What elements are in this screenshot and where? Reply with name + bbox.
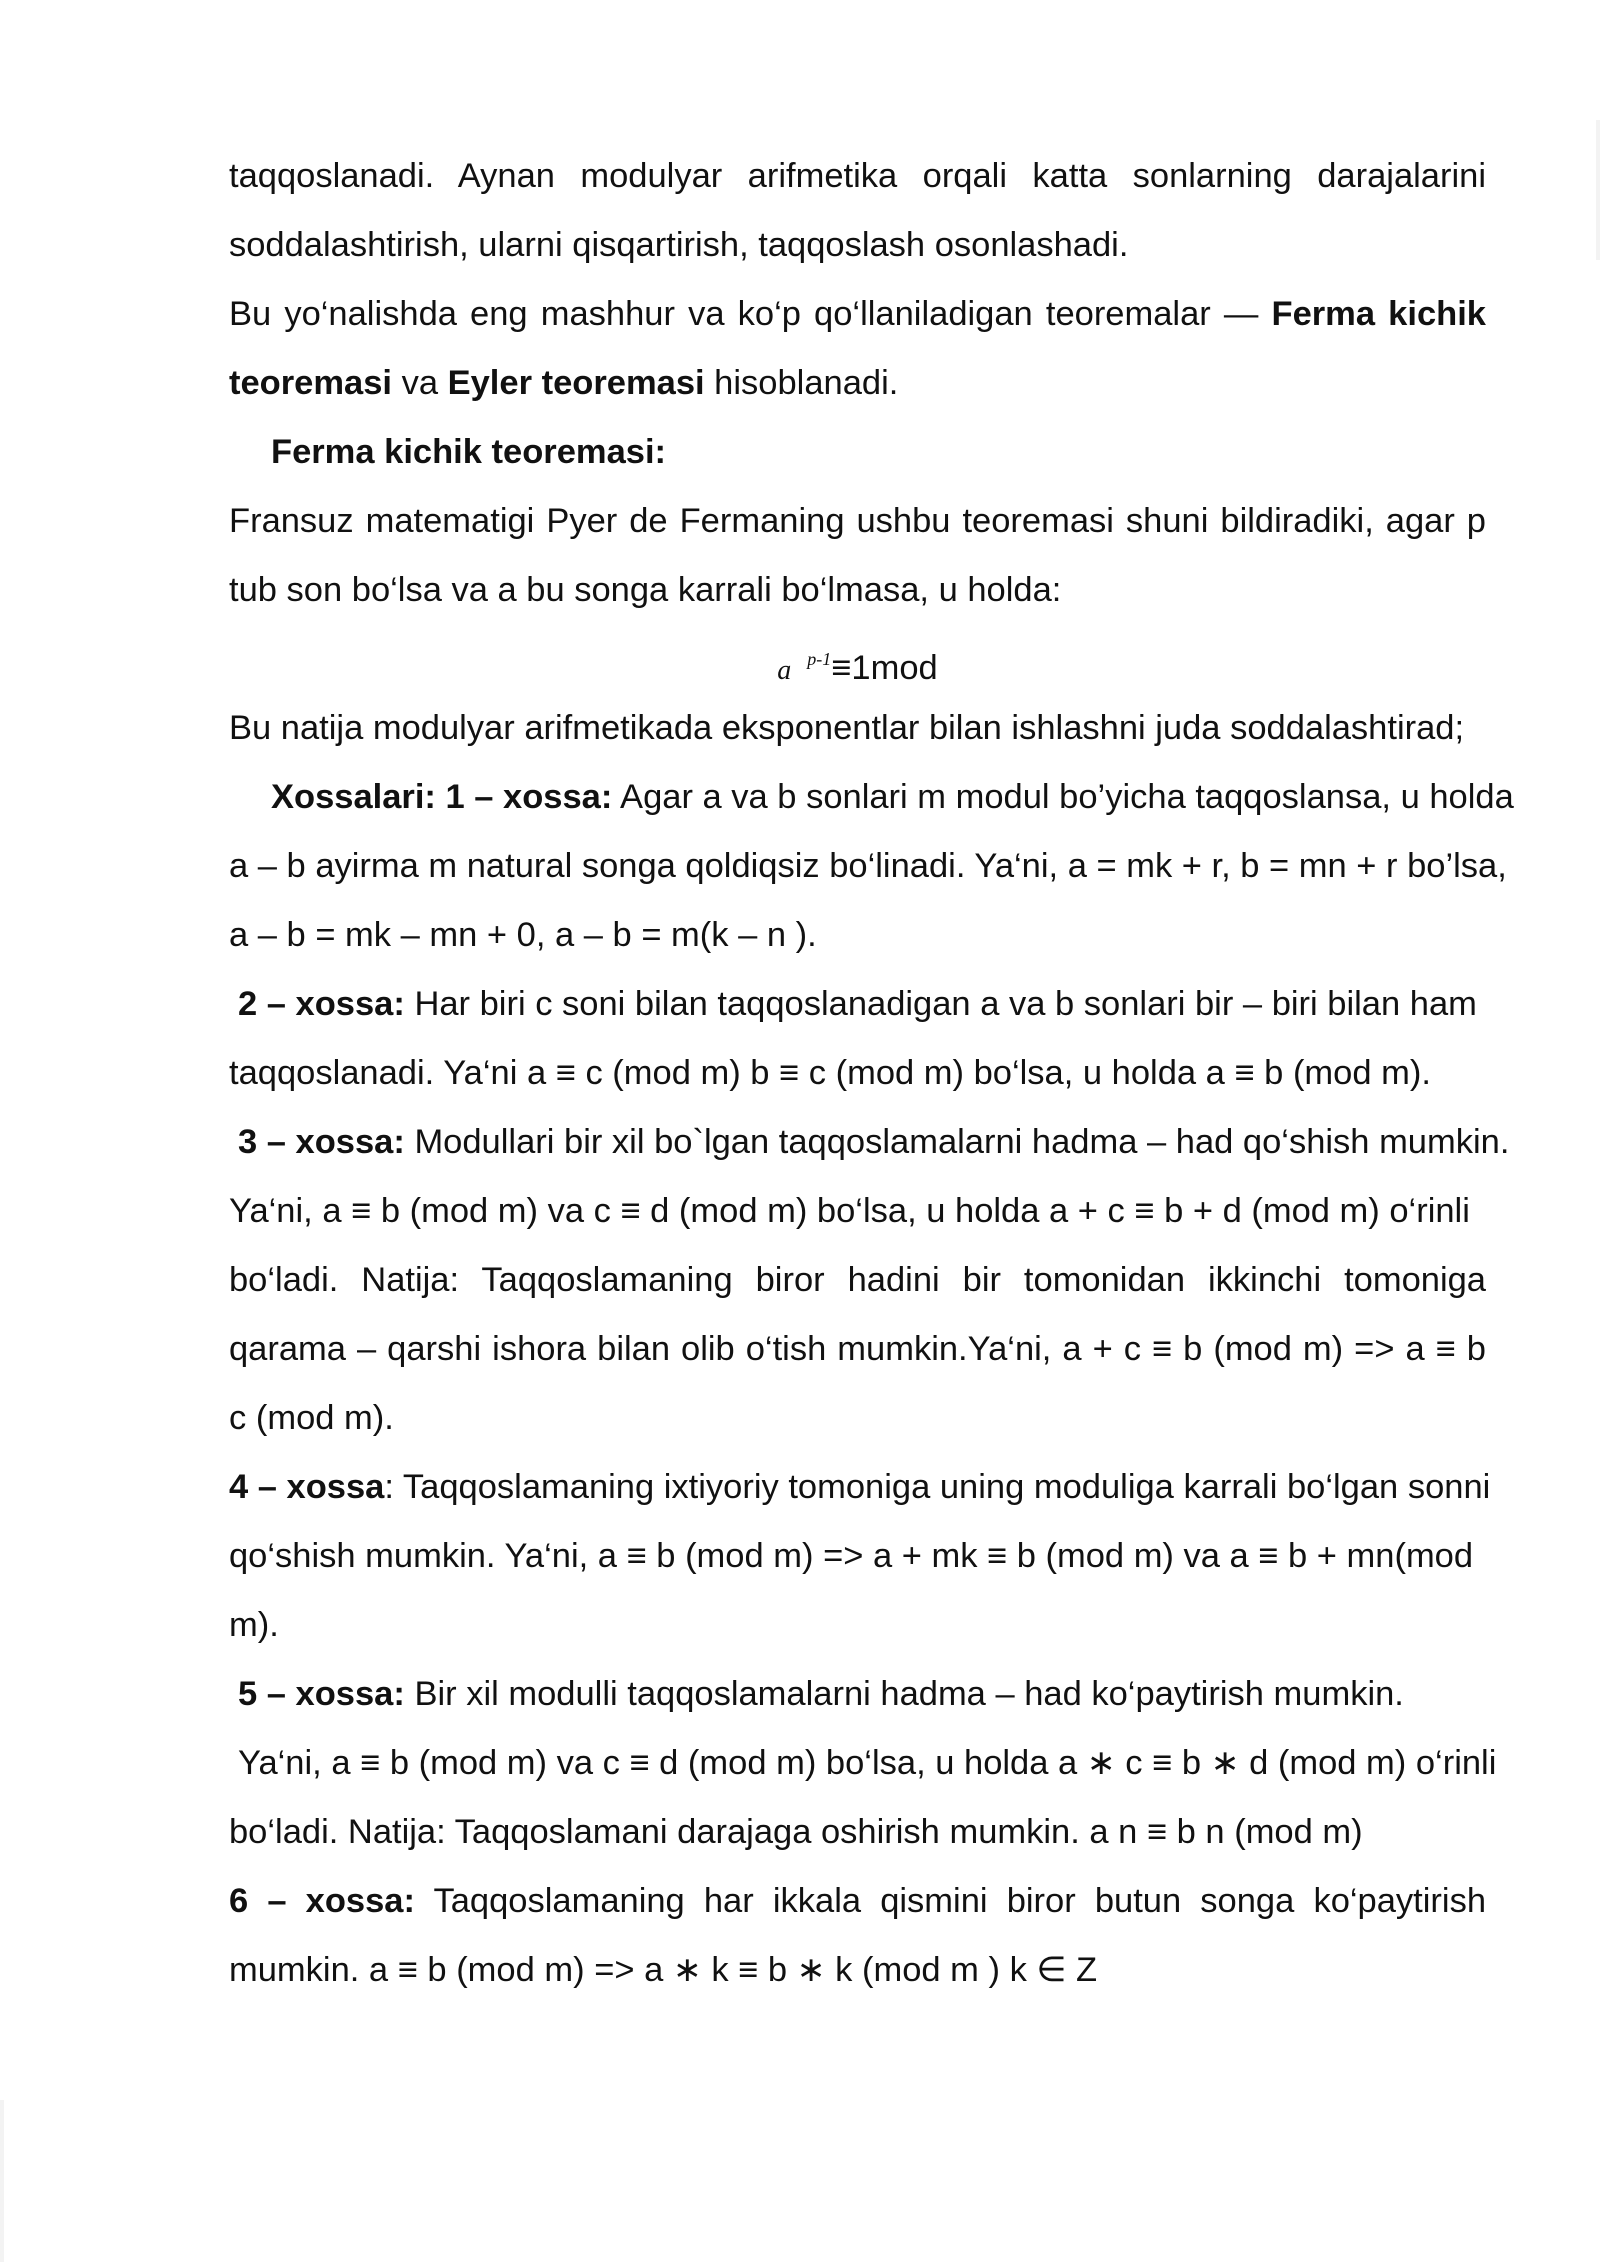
text-line: Bu yo‘nalishda eng mashhur va ko‘p qo‘llaniladigan teoremalar — Ferma kichik: [229, 295, 1486, 333]
text-line: 3 – xossa: Modullari bir xil bo`lgan taqqoslamalarni hadma – had qo‘shish mumkin.: [238, 1123, 1510, 1161]
text-line: Fransuz matematigi Pyer de Fermaning ushbu teoremasi shuni bildiradiki, agar p: [229, 502, 1486, 540]
text-line: mumkin. a ≡ b (mod m) => a ∗ k ≡ b ∗ k (mod m ) k ∈ Z: [229, 1951, 1098, 1989]
bold-term: Ferma kichik: [1271, 295, 1486, 333]
page-edge-mark: [0, 2100, 4, 2262]
text-line: Ya‘ni, a ≡ b (mod m) va c ≡ d (mod m) bo‘lsa, u holda a + c ≡ b + d (mod m) o‘rinli: [229, 1192, 1470, 1230]
text-line: soddalashtirish, ularni qisqartirish, taqqoslash osonlashadi.: [229, 226, 1129, 264]
property-label: Xossalari: 1 – xossa:: [271, 778, 613, 816]
text-line: taqqoslanadi. Aynan modulyar arifmetika orqali katta sonlarning darajalarini: [229, 157, 1486, 195]
section-heading: Ferma kichik teoremasi:: [271, 433, 667, 471]
text-line: a – b ayirma m natural songa qoldiqsiz bo‘linadi. Ya‘ni, a = mk + r, b = mn + r bo’lsa,: [229, 847, 1507, 885]
bold-term: Eyler teoremasi: [447, 364, 705, 402]
page-edge-mark: [1596, 120, 1600, 260]
property-label: 2 – xossa:: [238, 985, 405, 1023]
text-line: bo‘ladi. Natija: Taqqoslamani darajaga oshirish mumkin. a n ≡ b n (mod m): [229, 1813, 1363, 1851]
text-line: 5 – xossa: Bir xil modulli taqqoslamalarni hadma – had ko‘paytirish mumkin.: [238, 1675, 1404, 1713]
formula: a $^{p-1}$≡1mod: [777, 649, 938, 687]
text-line: a – b = mk – mn + 0, a – b = m(k – n ).: [229, 916, 817, 954]
text-line: teoremasi va Eyler teoremasi hisoblanadi.: [229, 364, 899, 402]
text-line: c (mod m).: [229, 1399, 394, 1437]
text-line: bo‘ladi. Natija: Taqqoslamaning biror hadini bir tomonidan ikkinchi tomoniga: [229, 1261, 1486, 1299]
text-line: taqqoslanadi. Ya‘ni a ≡ c (mod m) b ≡ c (mod m) bo‘lsa, u holda a ≡ b (mod m).: [229, 1054, 1431, 1092]
property-label: 5 – xossa:: [238, 1675, 405, 1713]
text-line: Bu natija modulyar arifmetikada eksponentlar bilan ishlashni juda soddalashtirad;: [229, 709, 1465, 747]
text-line: 4 – xossa: Taqqoslamaning ixtiyoriy tomoniga uning moduliga karrali bo‘lgan sonni: [229, 1468, 1491, 1506]
text-line: 6 – xossa: Taqqoslamaning har ikkala qismini biror butun songa ko‘paytirish: [229, 1882, 1486, 1920]
property-label: 6 – xossa:: [229, 1882, 415, 1920]
property-label: 3 – xossa:: [238, 1123, 405, 1161]
text-line: qarama – qarshi ishora bilan olib o‘tish mumkin.Ya‘ni, a + c ≡ b (mod m) => a ≡ b: [229, 1330, 1486, 1368]
text-line: Xossalari: 1 – xossa: Agar a va b sonlari m modul bo’yicha taqqoslansa, u holda: [271, 778, 1514, 816]
text-line: m).: [229, 1606, 279, 1644]
text-line: Ya‘ni, a ≡ b (mod m) va c ≡ d (mod m) bo‘lsa, u holda a ∗ c ≡ b ∗ d (mod m) o‘rinli: [238, 1744, 1497, 1782]
text-line: qo‘shish mumkin. Ya‘ni, a ≡ b (mod m) => a + mk ≡ b (mod m) va a ≡ b + mn(mod: [229, 1537, 1474, 1575]
bold-term: teoremasi: [229, 364, 392, 402]
text-line: 2 – xossa: Har biri c soni bilan taqqoslanadigan a va b sonlari bir – biri bilan ham: [238, 985, 1477, 1023]
document-page: [229, 142, 1514, 2005]
text-line: tub son bo‘lsa va a bu songa karrali bo‘lmasa, u holda:: [229, 571, 1062, 609]
property-label: 4 – xossa: [229, 1468, 385, 1506]
